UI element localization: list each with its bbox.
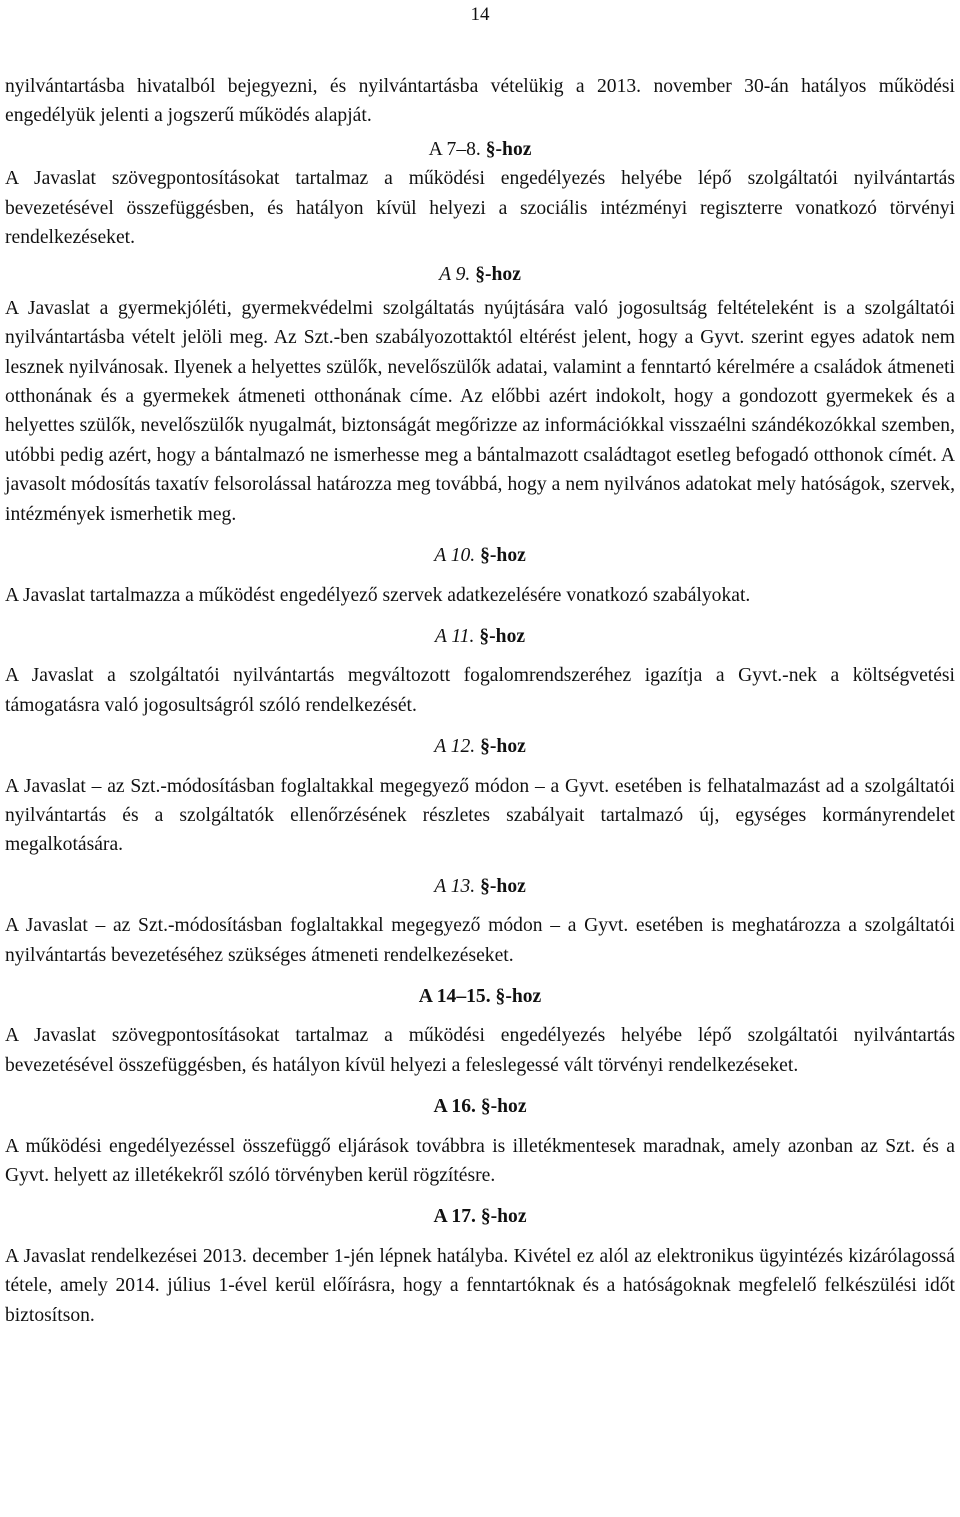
section-heading-17: [5, 1202, 955, 1231]
heading-suffix: §-hoz: [480, 1096, 527, 1118]
heading-suffix: §-hoz: [480, 1206, 527, 1228]
section-heading-12: [5, 732, 955, 761]
section-heading-7-8: [5, 135, 955, 164]
section-text-10: A Javaslat tartalmazza a működést engedélyező szervek adatkezelésére vonatkozó szabályokat.: [5, 584, 751, 606]
page-number: 14: [470, 4, 490, 25]
heading-suffix: §-hoz: [475, 264, 521, 286]
section-heading-10: [5, 541, 955, 570]
heading-prefix: A 13.: [434, 875, 481, 897]
section-heading-11: [5, 622, 955, 651]
section-text-12: A Javaslat – az Szt.-módosításban foglaltakkal megegyező módon – a Gyvt. esetében is felhatalmazást ad a szolgáltatói nyilvántartás és a szolgáltatók ellenőrzésének részletes szabályait tartalmazó új, egységes kormányrendelet megalkotására.: [5, 775, 955, 856]
heading-suffix: §-hoz: [480, 875, 526, 897]
heading-prefix: A 7–8.: [428, 138, 486, 160]
section-heading-14-15: [5, 982, 955, 1011]
section-text-16: A működési engedélyezéssel összefüggő eljárások továbbra is illetékmentesek maradnak, amely azonban az Szt. és a Gyvt. helyett az illetékekről szóló törvényben kerül rögzítésre.: [5, 1135, 955, 1186]
intro-paragraph: nyilvántartásba hivatalból bejegyezni, és nyilvántartásba vételükig a 2013. november 30-án hatályos működési engedélyük jelenti a jogszerű működés alapját.: [5, 76, 955, 127]
heading-suffix: §-hoz: [479, 625, 526, 647]
heading-suffix: §-hoz: [480, 545, 526, 567]
heading-prefix: A 10.: [434, 545, 481, 567]
section-heading-13: [5, 872, 955, 901]
section-text-11: A Javaslat a szolgáltatói nyilvántartás megváltozott fogalomrendszeréhez igazítja a Gyvt.-nek a költségvetési támogatásra való jogosultságról szóló rendelkezését.: [5, 665, 955, 716]
section-heading-16: [5, 1092, 955, 1121]
heading-suffix: §-hoz: [480, 736, 526, 758]
heading-prefix: A 14–15.: [418, 985, 496, 1007]
heading-suffix: §-hoz: [495, 985, 542, 1007]
section-text-7-8: A Javaslat szövegpontosításokat tartalmaz a működési engedélyezés helyébe lépő szolgáltatói nyilvántartás bevezetésével összefüggésben, és hatályon kívül helyezi a szociális intézményi regiszterre vonatkozó törvényi rendelkezéseket.: [5, 168, 955, 249]
heading-prefix: A 11.: [434, 625, 480, 647]
heading-suffix: §-hoz: [485, 138, 532, 160]
heading-prefix: A 16.: [433, 1096, 481, 1118]
section-heading-9: [5, 260, 955, 289]
document-body: [5, 72, 955, 1330]
section-text-9: A Javaslat a gyermekjóléti, gyermekvédelmi szolgáltatás nyújtására való jogosultság feltételeként is a szolgáltatói nyilvántartásba vételt jelöli meg. Az Szt.-ben szabályozottaktól eltérést jelent, hogy a Gyvt. szerint egyes adatok nem lesznek nyilvánosak. Ilyenek a helyettes szülők, nevelőszülők adatai, valamint a fenntartó kérelmére a családok átmeneti otthonának és a gyermekek átmeneti otthonának címe. Az előbbi azért indokolt, hogy a gondozott gyermekek és a helyettes szülők, nevelőszülők nyugalmát, biztonságát megőrizze az információkkal visszaélni szándékozókkal szemben, utóbbi pedig azért, hogy a bántalmazó ne ismerhesse meg a bántalmazott családtagot esetleg befogadó otthonok címét. A javasolt módosítás taxatív felsorolással határozza meg továbbá, hogy a nem nyilvános adatokat mely hatóságok, szervek, intézmények ismerhetik meg.: [5, 297, 955, 525]
heading-prefix: A 12.: [434, 736, 481, 758]
heading-prefix: A 9.: [439, 264, 476, 286]
section-text-17: A Javaslat rendelkezései 2013. december 1-jén lépnek hatályba. Kivétel ez alól az elektronikus ügyintézés kizárólagossá tétele, amely 2014. július 1-ével kerül előírásra, hogy a fenntartóknak és a hatóságoknak megfelelő felkészülési időt biztosítson.: [5, 1245, 955, 1326]
heading-prefix: A 17.: [433, 1206, 481, 1228]
section-text-14-15: A Javaslat szövegpontosításokat tartalmaz a működési engedélyezés helyébe lépő szolgáltatói nyilvántartás bevezetésével összefüggésben, és hatályon kívül helyezi a feleslegessé vált törvényi rendelkezéseket.: [5, 1025, 955, 1076]
section-text-13: A Javaslat – az Szt.-módosításban foglaltakkal megegyező módon – a Gyvt. esetében is meghatározza a szolgáltatói nyilvántartás bevezetéséhez szükséges átmeneti rendelkezéseket.: [5, 915, 955, 966]
